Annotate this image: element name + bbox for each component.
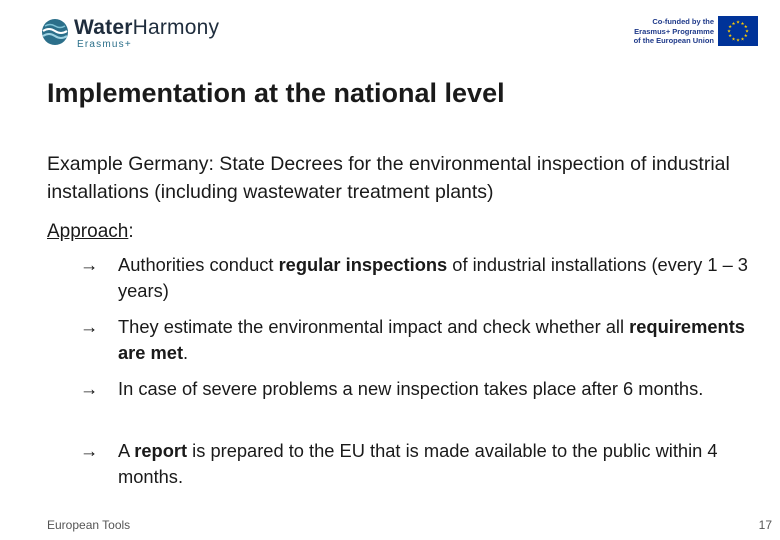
arrow-bullet-icon: → (80, 378, 99, 399)
eu-text-line-3: of the European Union (633, 36, 714, 45)
logo-wordmark (74, 16, 219, 40)
eu-star-icon: ★ (728, 24, 733, 30)
eu-cofunded-logo (618, 16, 758, 48)
eu-text-line-2: Erasmus+ Programme (634, 26, 714, 36)
eu-text-line-1: Co-funded by the (652, 17, 714, 26)
bullet-text (118, 314, 770, 366)
bullet-text-pre: Authorities conduct (118, 254, 279, 275)
logo-word-main: Water (74, 16, 133, 39)
bullet-text (118, 438, 770, 490)
logo-word-second: Harmony (132, 16, 220, 39)
bullet-text-post: of industrial installations (every 1 – 3 years) (118, 254, 748, 301)
approach-label: Approach (47, 221, 129, 242)
bullet-text-pre: In case of severe problems a new inspection takes place after 6 months. (118, 378, 704, 399)
eu-star-icon: ★ (735, 37, 741, 43)
eu-star-icon: ★ (731, 20, 736, 26)
eu-star-icon: ★ (735, 19, 741, 25)
approach-heading (47, 221, 134, 243)
eu-star-icon: ★ (743, 33, 748, 39)
bullet-text (118, 252, 770, 304)
bullet-text-pre: A (118, 440, 135, 461)
bullet-text-bold: regular inspections (278, 254, 448, 275)
bullet-text (118, 376, 770, 402)
eu-star-icon: ★ (740, 20, 745, 26)
eu-star-icon: ★ (740, 36, 745, 42)
page-number: 17 (758, 518, 772, 532)
bullet-text-post: . (183, 342, 189, 363)
eu-star-icon: ★ (744, 28, 750, 34)
approach-colon: : (128, 221, 134, 242)
water-drop-icon (40, 17, 70, 47)
bullet-text-bold: report (134, 440, 188, 461)
bullet-text-post: is prepared to the EU that is made available to the public within 4 months. (118, 440, 718, 487)
intro-text: Example Germany: State Decrees for the environmental inspection of industrial installations (including wastewater treatment plants) (47, 153, 730, 203)
water-harmony-logo (40, 14, 240, 50)
arrow-bullet-icon: → (80, 254, 99, 275)
eu-star-icon: ★ (731, 36, 736, 42)
eu-star-icon: ★ (726, 28, 732, 34)
eu-cofunded-text (618, 17, 714, 46)
eu-flag-icon (718, 16, 758, 46)
bullet-text-pre: They estimate the environmental impact and check whether all (118, 316, 630, 337)
arrow-bullet-icon: → (80, 440, 99, 461)
slide-title: Implementation at the national level (47, 78, 505, 108)
logo-subtitle: Erasmus+ (77, 39, 132, 50)
footer-label: European Tools (47, 518, 131, 532)
eu-star-icon: ★ (728, 33, 733, 39)
eu-star-icon: ★ (743, 24, 748, 30)
bullet-text-bold: requirements are met (118, 316, 745, 363)
arrow-bullet-icon: → (80, 316, 99, 337)
